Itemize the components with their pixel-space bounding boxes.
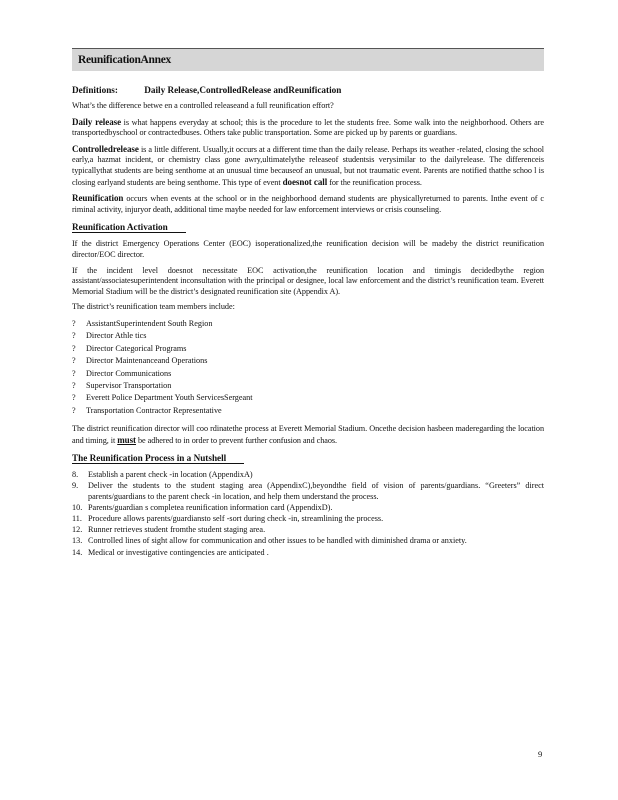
controlled-release-emphasis: doesnot call: [282, 176, 328, 187]
step-text: Medical or investigative contingencies are anticipated .: [88, 547, 269, 557]
list-item: [72, 330, 544, 342]
list-item: [72, 514, 544, 525]
activation-paragraph-2: If the incident level doesnot necessitate EOC activation,the reunification location and timingis decidedbythe region assistant/associatesuperintendent inconsultation with the principal or designee, local law enforcement and the district’s reunification team. Everett Memorial Stadium will be the district’s designated reunification site (Appendix A).: [72, 265, 544, 296]
step-text: Runner retrieves student fromthe student staging area.: [88, 525, 266, 535]
step-text: Procedure allows parents/guardiansto self -sort during check -in, streamlining the process.: [88, 514, 384, 524]
list-item: [72, 380, 544, 392]
team-member-list: [72, 318, 544, 417]
list-item: [72, 470, 544, 481]
step-number: 10.: [72, 503, 83, 513]
list-item-text: Transportation Contractor Representative: [86, 405, 222, 415]
list-item: [72, 392, 544, 404]
list-item: [72, 355, 544, 367]
daily-release-term: Daily release: [72, 116, 122, 127]
bullet-mark: ?: [72, 380, 76, 390]
list-item: [72, 525, 544, 536]
list-item: [72, 368, 544, 380]
step-number: 14.: [72, 547, 83, 557]
bullet-mark: ?: [72, 393, 76, 403]
list-item-text: AssistantSuperintendent South Region: [86, 318, 213, 328]
list-item: [72, 405, 544, 417]
definitions-heading: [72, 85, 544, 95]
list-item-text: Director Athle tics: [86, 331, 147, 341]
step-text: Establish a parent check -in location (AppendixA): [88, 470, 253, 480]
activation-paragraph-4-text-a: The district reunification director will coo rdinatethe process at Everett Memorial Stadium. Oncethe decision hasbeen maderegarding the location and timing, it: [72, 424, 544, 445]
list-item-text: Director Communications: [86, 368, 172, 378]
definitions-heading-lead: Definitions:: [72, 85, 118, 95]
step-number: 9.: [72, 481, 79, 491]
controlled-release-text-a: is a little different. Usually,it occurs at a different time than the daily release. Perhaps its weather -related, closing the school early,a hazmat incident, or chemistry class gone awry,ultimatelythe releaseof studentsis verysimilar to the dailyrelease. The differenceis typicallythat students are being senthome at an unusual time becauseof an unusual, but not traumatic event. Parents are notified thatthe schoo l is closing earlyand students are being senthome. This type of event: [72, 144, 544, 187]
bullet-mark: ?: [72, 331, 76, 341]
list-item-text: Director Categorical Programs: [86, 343, 187, 353]
nutshell-heading: [72, 453, 544, 464]
controlled-release-paragraph: [72, 144, 544, 188]
step-number: 12.: [72, 525, 83, 535]
step-number: 8.: [72, 470, 79, 480]
section-title: ReunificationAnnex: [78, 54, 171, 66]
list-item: [72, 318, 544, 330]
step-text: Deliver the students to the student staging area (AppendixC),beyondthe field of vision of parents/guardians. “Greeters” direct parents/guardians to the parent check -in location, and help them understand the process.: [88, 481, 544, 502]
page-number: 9: [538, 749, 543, 759]
nutshell-heading-text: The Reunification Process in a Nutshell: [72, 453, 244, 464]
list-item: [72, 548, 544, 559]
must-emphasis: must: [117, 434, 137, 445]
process-steps-list: [72, 470, 544, 558]
list-item-text: Supervisor Transportation: [86, 380, 172, 390]
step-text: Parents/guardian s completea reunification information card (AppendixD).: [88, 503, 333, 513]
daily-release-text: is what happens everyday at school; this is the procedure to let the students free. Some walk into the neighborhood. Others are transportedbyschool or contractedbuses. Others take public transportation. Some are picked up by parents or guardians.: [72, 117, 544, 138]
bullet-mark: ?: [72, 356, 76, 366]
reunification-term: Reunification: [72, 193, 124, 204]
definitions-heading-rest: Daily Release,ControlledRelease andReunification: [144, 85, 342, 95]
step-text: Controlled lines of sight allow for communication and other issues to be handled with diminished drama or anxiety.: [88, 536, 467, 546]
step-number: 11.: [72, 514, 82, 524]
bullet-mark: ?: [72, 318, 76, 328]
list-item: [72, 536, 544, 547]
list-item: [72, 503, 544, 514]
document-page: [72, 48, 544, 559]
list-item-text: Everett Police Department Youth ServicesSergeant: [86, 393, 253, 403]
controlled-release-text-b: for the reunification process.: [327, 177, 422, 187]
step-number: 13.: [72, 536, 83, 546]
controlled-release-term: Controlledrelease: [72, 143, 139, 154]
reunification-definition-text: occurs when events at the school or in the neighborhood demand students are physicallyreturned to parents. Inthe event of c riminal activity, injuryor death, additional time maybe needed for law enforcement interviews or crisis counseling.: [72, 194, 544, 214]
list-item: [72, 481, 544, 502]
bullet-mark: ?: [72, 405, 76, 415]
activation-paragraph-4: [72, 424, 544, 446]
daily-release-paragraph: [72, 117, 544, 139]
activation-heading-text: Reunification Activation: [72, 222, 186, 233]
activation-paragraph-3: The district’s reunification team members include:: [72, 302, 235, 312]
reunification-definition-paragraph: [72, 193, 544, 215]
activation-paragraph-4-text-b: be adhered to in order to prevent further confusion and chaos.: [136, 435, 338, 445]
definitions-question: What’s the difference betwe en a controlled releaseand a full reunification effort?: [72, 101, 334, 110]
section-title-bar: [72, 48, 544, 71]
bullet-mark: ?: [72, 343, 76, 353]
bullet-mark: ?: [72, 368, 76, 378]
activation-paragraph-1: If the district Emergency Operations Center (EOC) isoperationalized,the reunification decision will be madeby the district reunification director/EOC director.: [72, 239, 544, 259]
list-item: [72, 343, 544, 355]
list-item-text: Director Maintenanceand Operations: [86, 356, 208, 366]
activation-heading: [72, 222, 544, 233]
